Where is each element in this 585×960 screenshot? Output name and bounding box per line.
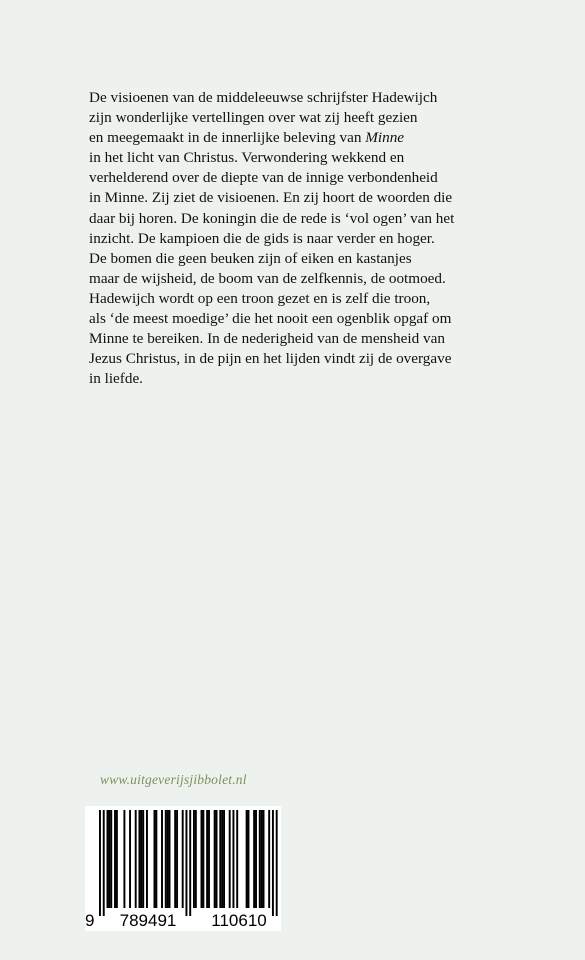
blurb-line-text: en meegemaakt in de innerlijke beleving van xyxy=(89,129,366,147)
blurb-emphasis: Minne xyxy=(365,129,405,147)
blurb-line xyxy=(89,209,529,229)
barcode-bar xyxy=(185,810,187,916)
barcode-bar xyxy=(161,810,163,908)
blurb-line xyxy=(89,269,529,289)
barcode-bar xyxy=(223,810,225,908)
barcode-bar xyxy=(216,810,218,908)
barcode-bar xyxy=(110,810,112,908)
blurb-line xyxy=(89,88,529,108)
barcode-bar xyxy=(268,810,270,908)
barcode-bar xyxy=(108,810,110,908)
barcode-bar xyxy=(261,810,263,908)
barcode-bar xyxy=(103,810,105,916)
barcode-bar xyxy=(259,810,261,908)
barcode-bar xyxy=(263,810,265,908)
barcode-bar xyxy=(208,810,210,908)
blurb-line xyxy=(89,188,529,208)
barcode-bar xyxy=(167,810,169,908)
blurb-line-text: inzicht. De kampioen die de gids is naar verder en hoger. xyxy=(89,229,435,247)
blurb-line xyxy=(89,229,529,249)
blurb-line xyxy=(89,369,529,389)
blurb-line-text: maar de wijsheid, de boom van de zelfkennis, de ootmoed. xyxy=(89,269,446,287)
blurb-line-text: in het licht van Christus. Verwondering wekkend en xyxy=(89,149,405,167)
barcode-bar xyxy=(176,810,178,908)
barcode-bar xyxy=(219,810,221,908)
barcode-bar xyxy=(232,810,234,908)
barcode-bar xyxy=(248,810,250,908)
barcode-bar xyxy=(138,810,140,908)
barcode-bar xyxy=(276,810,278,916)
blurb-line xyxy=(89,168,529,188)
barcode-bar xyxy=(140,810,142,908)
blurb-line-text: in Minne. Zij ziet de visioenen. En zij hoort de woorden die xyxy=(89,189,453,207)
blurb-line-text: als ‘de meest moedige’ die het nooit een ogenblik opgaf om xyxy=(89,310,452,328)
barcode-bar xyxy=(182,810,184,908)
blurb-line-text: Jezus Christus, in de pijn en het lijden vindt zij de overgave xyxy=(89,350,452,368)
blurb-line xyxy=(89,249,529,269)
barcode-bar xyxy=(116,810,118,908)
barcode-bar xyxy=(135,810,137,908)
isbn-first-digit: 9 xyxy=(85,911,95,930)
blurb-line-text: in liefde. xyxy=(89,370,143,388)
blurb-line-text: De bomen die geen beuken zijn of eiken en kastanjes xyxy=(89,249,412,267)
blurb-line xyxy=(89,349,529,369)
blurb-line xyxy=(89,148,529,168)
blurb-line xyxy=(89,309,529,329)
isbn-number xyxy=(85,911,281,931)
barcode-bar xyxy=(246,810,248,908)
barcode-bar xyxy=(154,810,156,908)
barcode-bar xyxy=(123,810,125,908)
barcode-bar xyxy=(189,810,191,916)
barcode-bar xyxy=(195,810,197,908)
barcode-bar xyxy=(165,810,167,908)
barcode-bar xyxy=(174,810,176,908)
barcode-bar xyxy=(272,810,274,916)
barcode-bar xyxy=(206,810,208,908)
isbn-left-group: 789491 xyxy=(119,911,177,930)
barcode-bar xyxy=(114,810,116,908)
barcode-bar xyxy=(107,810,109,908)
blurb-line xyxy=(89,128,529,148)
blurb-line xyxy=(89,329,529,349)
blurb-line-text: zijn wonderlijke vertellingen over wat zij heeft gezien xyxy=(89,109,418,127)
blurb-line-text: verhelderend over de diepte van de innige verbondenheid xyxy=(89,169,438,187)
barcode-bar xyxy=(214,810,216,908)
barcode-bar xyxy=(201,810,203,908)
isbn-barcode xyxy=(85,806,281,931)
blurb-line-text: Minne te bereiken. In de nederigheid van de mensheid van xyxy=(89,330,445,348)
barcode-bars xyxy=(85,806,281,918)
barcode-bar xyxy=(142,810,144,908)
blurb-line-text: daar bij horen. De koningin die de rede is ‘vol ogen’ van het xyxy=(89,209,455,227)
publisher-website: www.uitgeverijsjibbolet.nl xyxy=(100,772,247,787)
blurb-line-text: De visioenen van de middeleeuwse schrijfster Hadewijch xyxy=(89,89,438,106)
barcode-bar xyxy=(253,810,255,908)
blurb-line xyxy=(89,289,529,309)
back-cover-blurb xyxy=(89,88,529,389)
barcode-bar xyxy=(146,810,148,908)
barcode-bar xyxy=(221,810,223,908)
barcode-bar xyxy=(99,810,101,916)
blurb-line-text: Hadewijch wordt op een troon gezet en is zelf die troon, xyxy=(89,289,431,307)
barcode-bar xyxy=(169,810,171,908)
barcode-bar xyxy=(229,810,231,908)
blurb-line xyxy=(89,108,529,128)
barcode-bar xyxy=(202,810,204,908)
barcode-bar xyxy=(155,810,157,908)
isbn-right-group: 110610 xyxy=(211,911,267,930)
barcode-bar xyxy=(193,810,195,908)
barcode-bar xyxy=(129,810,131,908)
barcode-bar xyxy=(255,810,257,908)
barcode-bar xyxy=(236,810,238,908)
